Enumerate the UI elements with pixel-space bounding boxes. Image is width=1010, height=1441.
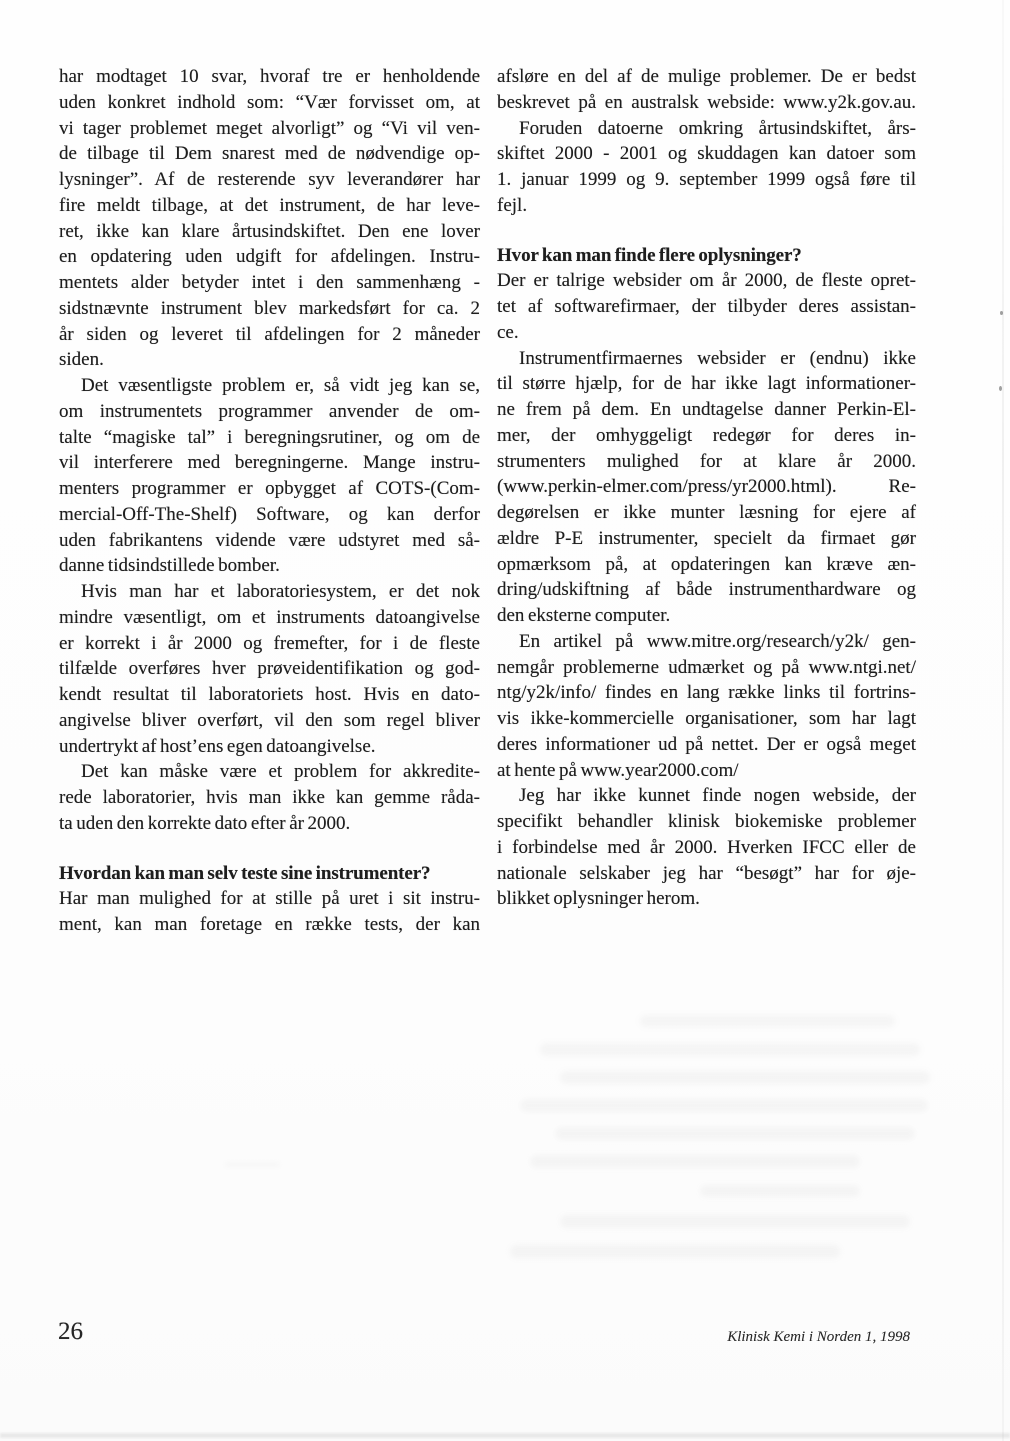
right-column (497, 64, 916, 912)
text-line: fire meldt tilbage, at det instrument, de har leve- (59, 194, 480, 216)
text-line: ment, kan man foretage en række tests, der kan (59, 914, 480, 935)
text-line: tet af softwarefirmaer, der tilbyder deres assistan- (497, 296, 916, 317)
text-line: specifikt behandler klinisk biokemiske problemer (497, 811, 916, 832)
text-line: en opdatering uden udgift for afdelingen. Instru- (59, 246, 480, 268)
text-line: nemgår problemerne udmærket og på www.ntgi.net/ (497, 656, 916, 678)
text-line: er korrekt i år 2000 og fremefter, for i de fleste (59, 632, 480, 654)
text-line: Der er talrige websider om år 2000, de fleste opret- (497, 270, 916, 292)
text-line: (www.perkin-elmer.com/press/yr2000.html). Re- (497, 476, 916, 498)
text-line: deres informationer ud på nettet. Der er også meget (497, 733, 916, 755)
text-line: uden fabrikantens vidende være udstyret med så- (59, 529, 480, 551)
bleed-through-ghost-text (555, 1127, 915, 1140)
scan-fold-line (1002, 0, 1004, 1441)
text-line: vis ikke-kommercielle organisationer, som har lagt (497, 708, 916, 729)
scan-speck (1000, 311, 1003, 315)
text-line: til større hjælp, for de har ikke lagt informationer- (497, 373, 916, 395)
section-heading: Hvordan kan man selv teste sine instrumenter? (59, 862, 431, 884)
bleed-through-ghost-text (640, 1015, 895, 1027)
bleed-through-ghost-text (540, 1043, 920, 1056)
text-line: afsløre en del af de mulige problemer. De er bedst (497, 66, 916, 87)
text-line: En artikel på www.mitre.org/research/y2k/ gen- (519, 630, 916, 652)
text-line: mer, der omhyggeligt redegør for deres in- (497, 424, 916, 446)
text-line: fejl. (497, 194, 528, 216)
text-line: undertrykt af host’ens egen datoangivelse. (59, 735, 376, 757)
bleed-through-ghost-text (510, 1245, 840, 1258)
text-line: angivelse bliver overført, vil den som regel bliver (59, 709, 480, 731)
text-line: ce. (497, 321, 519, 343)
text-line: strumenters mulighed for at klare år 2000. (497, 450, 916, 472)
text-line: Hvis man har et laboratoriesystem, er det nok (81, 581, 480, 602)
text-line: ret, ikke kan klare årtusindskiftet. Den ene lover (59, 220, 480, 242)
text-line: i forbindelse med år 2000. Hverken IFCC eller de (497, 836, 916, 858)
text-line: 1. januar 1999 og 9. september 1999 også føre til (497, 169, 916, 190)
text-line: degørelsen er ikke munter læsning for ejere af (497, 502, 916, 523)
text-line: menters programmer er opbygget af COTS-(Com- (59, 478, 480, 499)
scan-speck (999, 386, 1002, 391)
text-line: ældre P-E instrumenter, specielt da firmaet gør (497, 527, 916, 549)
text-line: om instrumentets programmer anvender de om- (59, 400, 480, 422)
text-line: danne tidsindstillede bomber. (59, 555, 280, 577)
text-line: Jeg har ikke kunnet finde nogen webside, der (519, 785, 916, 807)
text-line: Instrumentfirmaernes websider er (endnu) ikke (519, 347, 916, 369)
text-line: sidstnævnte instrument blev markedsført for ca. 2 (59, 297, 480, 319)
text-line: kendt resultat til laboratoriets host. Hvis en dato- (59, 684, 480, 705)
text-line: talte “magiske tal” i beregningsrutiner, og om de (59, 426, 480, 448)
text-line: mindre væsentligt, om et instruments datoangivelse (59, 606, 480, 628)
text-line: ntg/y2k/info/ findes en lang række links til fortrins- (497, 682, 916, 704)
text-line: ta uden den korrekte dato efter år 2000. (59, 812, 351, 834)
text-line: skiftet 2000 - 2001 og skuddagen kan datoer som (497, 143, 916, 165)
text-line: Foruden datoerne omkring årtusindskiftet, års- (519, 117, 916, 139)
bleed-through-ghost-text (530, 1155, 860, 1168)
text-line: vi tager problemet meget alvorligt” og “Vi vil ven- (59, 117, 480, 139)
text-line: uden konkret indhold som: “Vær forvisset om, at (59, 91, 480, 113)
text-line: siden. (59, 349, 104, 371)
text-line: rede laboratorier, hvis man ikke kan gemme råda- (59, 787, 480, 808)
text-line: de tilbage til Dem snarest med de nødvendige op- (59, 143, 480, 165)
text-line: beskrevet på en australsk webside: www.y2k.gov.au. (497, 91, 916, 113)
text-line: den eksterne computer. (497, 605, 671, 626)
journal-citation: Klinisk Kemi i Norden 1, 1998 (727, 1329, 910, 1345)
text-line: ne frem på dem. En undtagelse danner Perkin-El- (497, 399, 916, 420)
text-line: Det væsentligste problem er, så vidt jeg kan se, (81, 375, 480, 396)
text-line: mercial-Off-The-Shelf) Software, og kan derfor (59, 503, 480, 525)
text-line: Det kan måske være et problem for akkredite- (81, 761, 480, 783)
section-heading: Hvor kan man finde flere oplysninger? (497, 244, 802, 266)
text-line: har modtaget 10 svar, hvoraf tre er henholdende (59, 66, 480, 87)
text-line: opmærksom på, at opdateringen kan kræve æn- (497, 553, 916, 575)
text-line: tilfælde overføres hver prøveidentifikation og god- (59, 658, 480, 680)
text-line: at hente på www.year2000.com/ (497, 759, 739, 781)
text-line: dring/udskiftning af både instrumenthardware og (497, 579, 916, 601)
bleed-through-ghost-text (520, 1099, 928, 1112)
bleed-through-ghost-text (560, 1215, 910, 1228)
text-line: Har man mulighed for at stille på uret i sit instru- (59, 888, 480, 910)
scan-bottom-edge (0, 1433, 1010, 1438)
text-line: blikket oplysninger herom. (497, 888, 700, 910)
text-line: mentets alder betyder intet i den sammenhæng - (59, 272, 480, 293)
text-line: lysninger”. Af de resterende syv leverandører har (59, 169, 480, 190)
bleed-through-ghost-text (700, 1185, 860, 1197)
page-number: 26 (58, 1318, 83, 1345)
text-line: vil interferere med beregningerne. Mange instru- (59, 452, 480, 474)
left-column (59, 64, 480, 938)
text-line: år siden og leveret til afdelingen for 2 måneder (59, 323, 480, 345)
scan-mark (225, 1163, 280, 1166)
text-line: nationale selskaber jeg har “besøgt” har for øje- (497, 862, 916, 884)
bleed-through-ghost-text (560, 1071, 930, 1084)
